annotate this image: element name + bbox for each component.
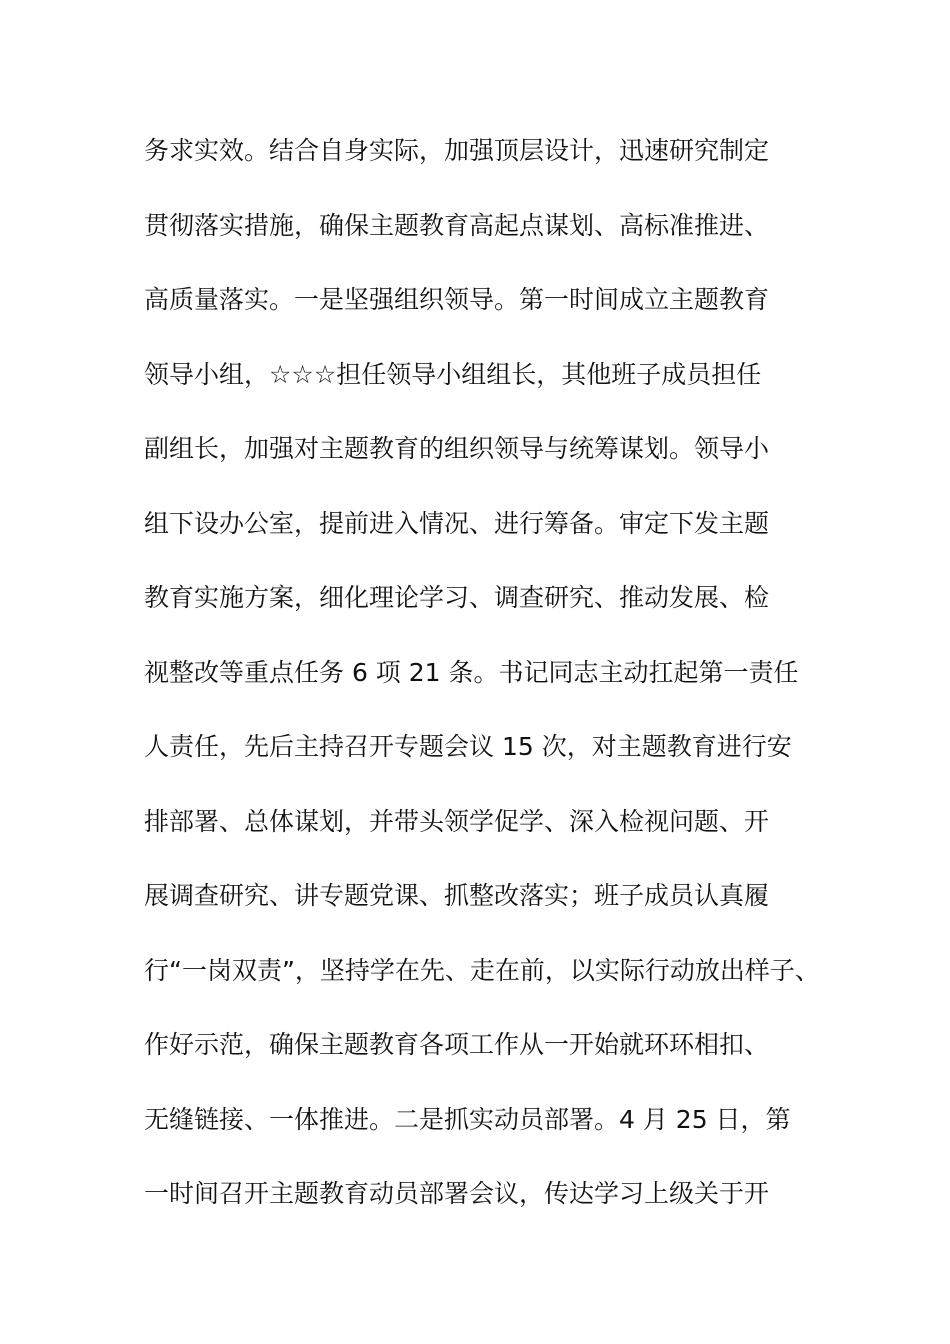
text-line: 无缝链接、一体推进。二是抓实动员部署。4 月 25 日，第 <box>144 1104 791 1134</box>
text-line: 作好示范，确保主题教育各项工作从一开始就环环相扣、 <box>144 1030 770 1059</box>
text-line: 贯彻落实措施，确保主题教育高起点谋划、高标准推进、 <box>144 210 770 240</box>
text-line: 视整改等重点任务 6 项 21 条。书记同志主动扛起第一责任 <box>144 657 799 687</box>
text-line: 教育实施方案，细化理论学习、调查研究、推动发展、检 <box>144 583 770 612</box>
text-line: 组下设办公室，提前进入情况、进行筹备。审定下发主题 <box>144 508 770 538</box>
text-line: 人责任，先后主持召开专题会议 15 次，对主题教育进行安 <box>144 732 792 761</box>
text-line: 副组长，加强对主题教育的组织领导与统筹谋划。领导小 <box>144 434 770 463</box>
text-line: 领导小组，☆☆☆担任领导小组组长，其他班子成员担任 <box>144 359 762 389</box>
text-line: 高质量落实。一是坚强组织领导。第一时间成立主题教育 <box>144 285 770 314</box>
text-line: 展调查研究、讲专题党课、抓整改落实；班子成员认真履 <box>144 881 770 910</box>
text-line: 排部署、总体谋划，并带头领学促学、深入检视问题、开 <box>144 806 770 836</box>
text-line: 务求实效。结合自身实际，加强顶层设计，迅速研究制定 <box>144 136 770 165</box>
text-line: 一时间召开主题教育动员部署会议，传达学习上级关于开 <box>144 1179 770 1208</box>
body-paragraph <box>144 128 834 1246</box>
text-line: 行“一岗双责”，坚持学在先、走在前，以实际行动放出样子、 <box>144 955 820 985</box>
